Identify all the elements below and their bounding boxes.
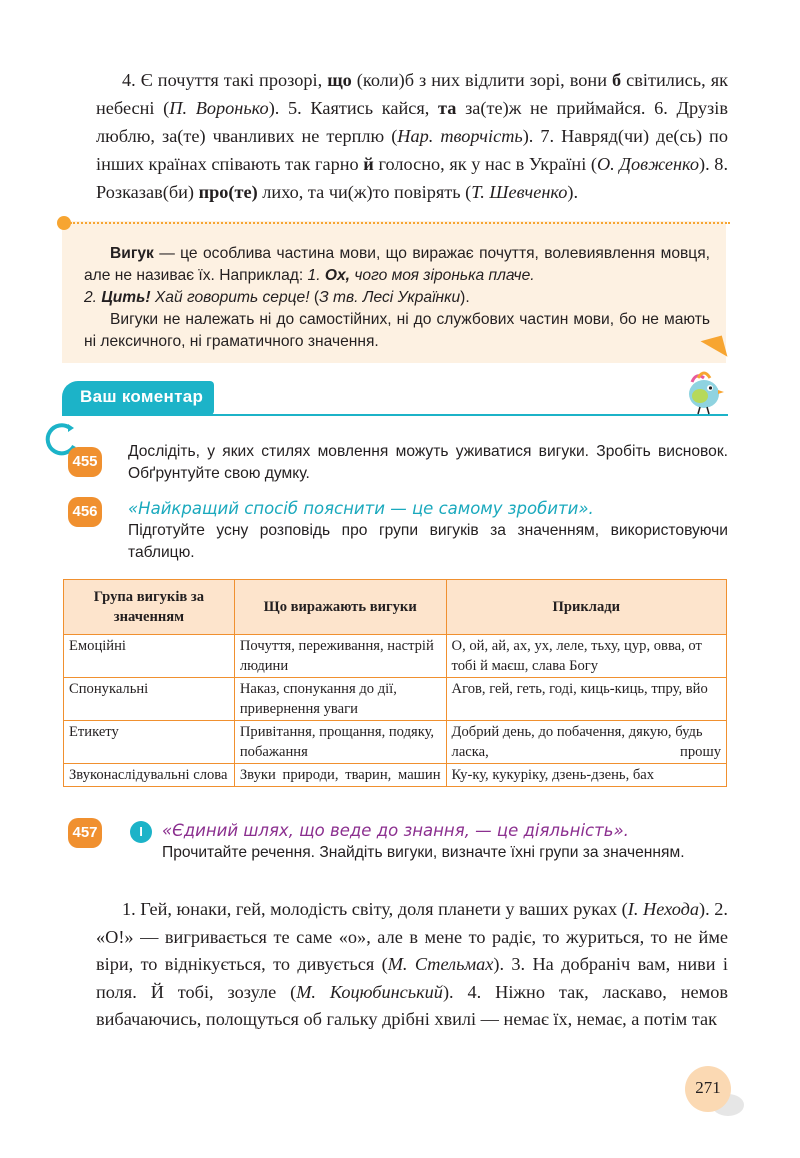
comment-label: Ваш коментар — [80, 387, 204, 406]
table-cell: Звуки природи, тварин, машин — [234, 764, 446, 787]
table-header: Приклади — [446, 580, 726, 635]
exercise-456-text: Підготуйте усну розповідь про групи вигуків за значенням, використовуючи таблицю. — [128, 522, 728, 561]
table-cell: Наказ, спонукання до дії, привернення уваги — [234, 678, 446, 721]
exercise-457-block — [162, 820, 728, 864]
exercise-457-motto: «Єдиний шлях, що веде до знання, — це діяльність». — [162, 821, 629, 840]
rule-divider — [70, 222, 730, 224]
table-header-row — [64, 580, 727, 635]
table-cell: Емоційні — [64, 635, 235, 678]
rule-definition: Вигук — це особлива частина мови, що виражає почуття, волевиявлення мовця, але не називає їх. Наприклад: 1. Ох, чого моя зіронька плаче. 2. Цить! Хай говорить серце! (З тв. Лесі Українки). Вигуки не належать ні до самостійних, ні до службових частин мови, бо не мають ні лексичного, ні граматичного значення. — [84, 245, 710, 350]
exercise-number-456: 456 — [68, 497, 102, 527]
table-cell: Етикету — [64, 721, 235, 764]
exercise-number-455: 455 — [68, 447, 102, 477]
table-cell: О, ой, ай, ах, ух, леле, тьху, цур, овва, от тобі й маєш, слава Богу — [446, 635, 726, 678]
table-cell: Звуконаслідувальні слова — [64, 764, 235, 787]
table-row — [64, 764, 727, 787]
exercise-456-motto: «Найкращий спосіб пояснити — це самому зробити». — [128, 499, 594, 518]
exercise-457-text: Прочитайте речення. Знайдіть вигуки, визначте їхні групи за значенням. — [162, 844, 685, 861]
table-cell: Спонукальні — [64, 678, 235, 721]
table-header: Група вигуків за значенням — [64, 580, 235, 635]
bird-icon — [678, 364, 726, 416]
exercise-number-457: 457 — [68, 818, 102, 848]
exercise-text-bottom: 1. Гей, юнаки, гей, молодість світу, доля планети у ваших руках (І. Нехода). 2. «О!» — вигривається те саме «о», але в мене то радіє, то журиться, то не йме віри, то віднікується, то дивується (М. Стельмах). 3. На добраніч вам, ниви і поля. Й тобі, зозуле (М. Коцюбинський). 4. Ніжно так, лаcкаво, немов вибачаючись, полощуться об гальку дрібні хвилі — немає їх, немає, а потім так — [96, 899, 728, 1029]
table-row — [64, 678, 727, 721]
table-cell: Привітання, прощання, подяку, побажання — [234, 721, 446, 764]
table-cell: Добрий день, до побачення, дякую, будь ласка, прошу — [446, 721, 726, 764]
exercise-455-text: Дослідіть, у яких стилях мовлення можуть уживатися вигуки. Зробіть висновок. Обґрунтуйте свою думку. — [128, 443, 728, 482]
table-cell: Агов, гей, геть, годі, киць-киць, тпру, вйо — [446, 678, 726, 721]
table-header: Що виражають вигуки — [234, 580, 446, 635]
page-number: 271 — [695, 1078, 721, 1097]
exercise-text-top: 4. Є почуття такі прозорі, що (коли)б з них відлити зорі, вони б світились, як небесні (П. Воронько). 5. Каятись кайся, та за(те)ж не приймайся. 6. Друзів люблю, за(те) чванливих не терплю (Нар. творчість). 7. Навряд(чи) де(сь) по інших країнах співають так гарно й голосно, як у нас в Україні (О. Довженко). 8. Розказав(би) про(те) лихо, та чи(ж)то повірять (Т. Шевченко). — [96, 70, 729, 202]
rule-dot-icon — [57, 216, 71, 230]
exercise-type-marker-icon: І — [130, 821, 152, 843]
exercise-456-block — [128, 498, 728, 564]
interjection-groups-table — [63, 579, 727, 787]
table-cell: Ку-ку, кукуріку, дзень-дзень, бах — [446, 764, 726, 787]
comment-underline — [62, 414, 728, 416]
table-row — [64, 635, 727, 678]
table-cell: Почуття, переживання, настрій людини — [234, 635, 446, 678]
table-row — [64, 721, 727, 764]
